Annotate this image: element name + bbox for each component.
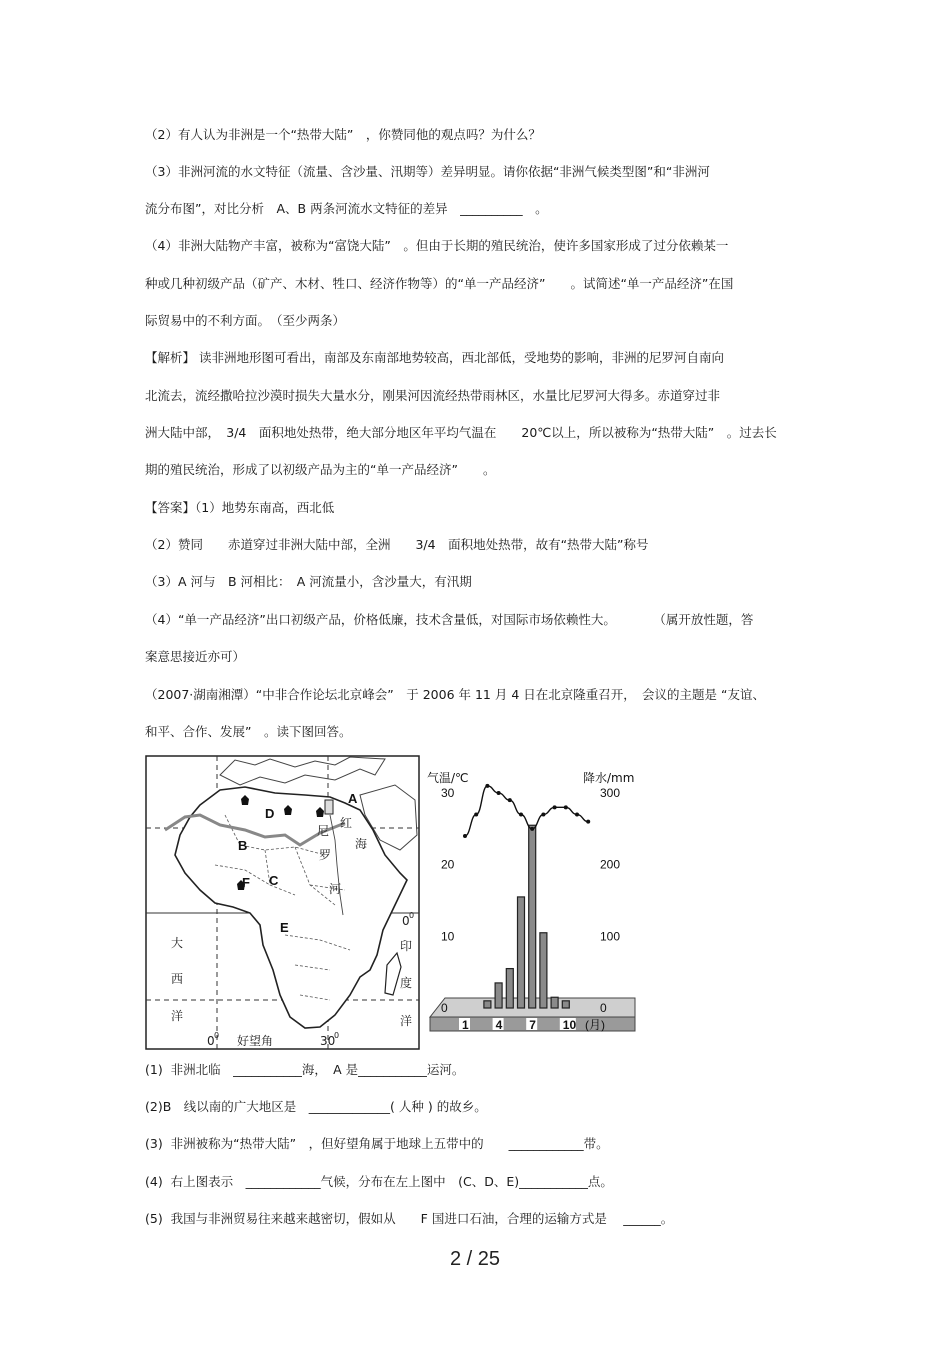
y-left-tick: 10 [441, 929, 455, 944]
precip-bar-6 [518, 897, 525, 1008]
nile-1: 尼 [317, 824, 330, 838]
new-problem-line1: （2007·湖南湘潭）“中非合作论坛北京峰会” 于 2006 年 11 月 4 日在北京隆重召开， 会议的主题是 “友谊、 [145, 687, 765, 702]
label-A: A [348, 791, 358, 806]
x-tick-label: 7 [529, 1018, 536, 1032]
answer-2: （2）赞同 赤道穿过非洲大陆中部，全洲 3/4 面积地处热带，故有“热带大陆”称号 [145, 537, 649, 552]
precip-bar-10 [562, 1001, 569, 1008]
page-number: 2 / 25 [449, 1248, 501, 1270]
precip-bar-9 [551, 997, 558, 1008]
question-3-line1: （3）非洲河流的水文特征（流量、含沙量、汛期等）差异明显。请你依据“非洲气候类型图”和“非洲河 [145, 164, 710, 179]
precip-bar-8 [540, 933, 547, 1008]
sub-question-2: (2)B 线以南的广大地区是 _____________( 人种 ) 的故乡。 [145, 1099, 487, 1114]
analysis-line3: 洲大陆中部， 3/4 面积地处热带，绝大部分地区年平均气温在 20℃以上，所以被称为“热带大陆” 。过去长 [145, 425, 777, 440]
indian-2: 度 [400, 976, 413, 990]
temp-point-5 [508, 798, 512, 802]
precip-bar-3 [484, 1001, 491, 1008]
answer-1: 【答案】（1）地势东南高，西北低 [145, 500, 335, 515]
y-right-tick: 300 [600, 786, 621, 800]
indian-3: 洋 [400, 1014, 413, 1028]
climate-chart [425, 760, 650, 1040]
analysis-line4: 期的殖民统治，形成了以初级产品为主的“单一产品经济” 。 [145, 462, 496, 477]
label-C: C [269, 873, 279, 888]
nile-3: 河 [329, 882, 342, 896]
question-2: （2）有人认为非洲是一个“热带大陆” ，你赞同他的观点吗？为什么？ [145, 127, 541, 142]
lon-thirty-label: 30 [320, 1034, 336, 1048]
nile-2: 罗 [319, 848, 332, 862]
temp-point-9 [553, 805, 557, 809]
temp-point-7 [530, 827, 534, 831]
y-right-tick: 100 [600, 929, 621, 944]
temp-point-10 [564, 805, 568, 809]
cape-label: 好望角 [237, 1034, 274, 1048]
chart-title-right: 降水/mm [583, 771, 635, 785]
indian-1: 印 [400, 939, 413, 953]
sub-question-4: (4) 右上图表示 ____________气候，分布在左上图中 (C、D、E)___________点。 [145, 1174, 613, 1189]
y-left-tick: 30 [441, 786, 455, 800]
temp-point-3 [485, 784, 489, 788]
label-E: E [280, 920, 289, 935]
temp-point-12 [586, 820, 590, 824]
temp-point-2 [474, 813, 478, 817]
question-4-line1: （4）非洲大陆物产丰富，被称为“富饶大陆” 。但由于长期的殖民统治，使许多国家形成了过分依赖某一 [145, 238, 729, 253]
label-D: D [265, 806, 275, 821]
answer-3: （3）A 河与 B 河相比： A 河流量小，含沙量大，有汛期 [145, 574, 472, 589]
label-B: B [238, 838, 248, 853]
sub-question-3: (3) 非洲被称为“热带大陆” ，但好望角属于地球上五带中的 ____________带。 [145, 1136, 609, 1151]
atlantic-2: 西 [171, 972, 184, 986]
svg-text:0: 0 [334, 1031, 340, 1040]
red-sea-2: 海 [355, 837, 368, 851]
x-tick-label: 4 [495, 1018, 503, 1032]
suez-marker [325, 800, 333, 814]
lat-zero-label: 0 [402, 914, 410, 928]
x-tick-label: 10 [562, 1018, 577, 1032]
temp-point-1 [463, 834, 467, 838]
label-F: F [242, 875, 250, 890]
analysis-line2: 北流去，流经撒哈拉沙漠时损失大量水分，刚果河因流经热带雨林区，水量比尼罗河大得多。赤道穿过非 [145, 388, 721, 403]
question-4-line2: 种或几种初级产品（矿产、木材、牲口、经济作物等）的“单一产品经济” 。试简述“单一产品经济”在国 [145, 276, 734, 291]
svg-text:0: 0 [214, 1031, 220, 1040]
chart-title-left: 气温/℃ [427, 771, 469, 785]
precip-bar-4 [495, 983, 502, 1008]
answer-4-line2: 案意思接近亦可） [145, 649, 246, 664]
y-right-tick: 0 [600, 1001, 607, 1015]
temp-point-11 [575, 813, 579, 817]
temp-point-4 [497, 791, 501, 795]
answer-4-line1: （4）“单一产品经济”出口初级产品，价格低廉，技术含量低，对国际市场依赖性大。 （属开放性题，答 [145, 612, 754, 627]
temp-point-6 [519, 813, 523, 817]
x-tick-label: 1 [462, 1018, 469, 1032]
svg-text:0: 0 [409, 911, 415, 920]
temperature-line [465, 786, 588, 836]
y-left-tick: 20 [441, 857, 455, 872]
red-sea-1: 红 [340, 816, 353, 830]
temp-point-8 [541, 813, 545, 817]
atlantic-1: 大 [171, 936, 184, 950]
x-unit-label: (月) [585, 1018, 605, 1032]
question-4-line3: 际贸易中的不利方面。 （至少两条） [145, 313, 346, 328]
sub-question-5: (5) 我国与非洲贸易往来越来越密切，假如从 F 国进口石油，合理的运输方式是 ______。 [145, 1211, 674, 1226]
precip-bar-5 [506, 969, 513, 1008]
y-right-tick: 200 [600, 857, 621, 872]
y-left-tick: 0 [441, 1001, 448, 1015]
analysis-line1: 【解析】 读非洲地形图可看出，南部及东南部地势较高，西北部低，受地势的影响，非洲的尼罗河自南向 [145, 350, 724, 365]
africa-map [145, 755, 420, 1050]
question-3-line2: 流分布图”，对比分析 A、B 两条河流水文特征的差异 __________ 。 [145, 201, 548, 216]
atlantic-3: 洋 [171, 1009, 184, 1023]
lon-zero-label: 0 [207, 1034, 215, 1048]
sub-question-1: (1) 非洲北临 ___________海， A 是___________运河。 [145, 1062, 465, 1077]
precip-bar-7 [529, 825, 536, 1008]
new-problem-line2: 和平、合作、发展” 。读下图回答。 [145, 724, 352, 739]
